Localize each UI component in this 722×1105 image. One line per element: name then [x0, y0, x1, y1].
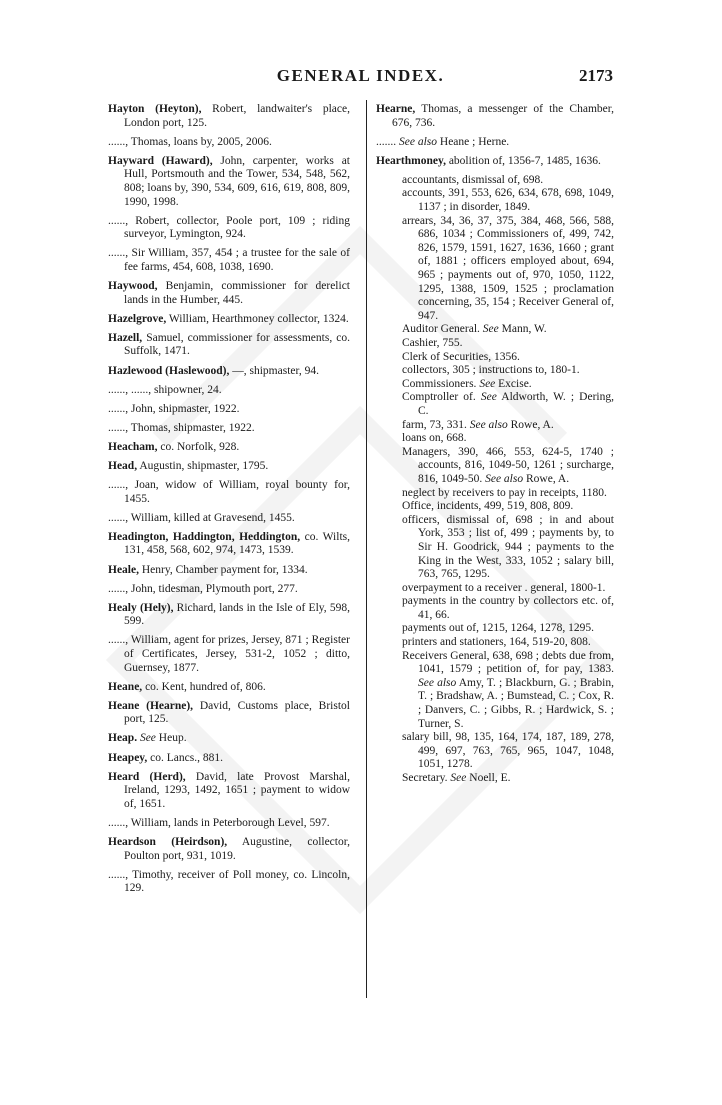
index-entry: [108, 479, 350, 506]
index-subentry: [376, 419, 614, 433]
index-subentry: [376, 432, 614, 446]
entry-text: salary bill, 98, 135, 164, 174, 187, 189, 278, 499, 697, 763, 765, 965, 1047, 1048, 1051, 1278.: [402, 731, 614, 771]
entry-text: ......, Timothy, receiver of Poll money, co. Lincoln, 129.: [108, 868, 350, 895]
index-subentry: [376, 174, 614, 188]
entry-heading: Hearne,: [376, 103, 416, 115]
entry-text: Aldworth, W. ; Dering, C.: [418, 391, 614, 417]
index-entry: [108, 817, 350, 831]
index-subentry: [376, 650, 614, 732]
index-subentry: [376, 187, 614, 214]
entry-text: ......, Thomas, loans by, 2005, 2006.: [108, 135, 272, 148]
entry-heading: Hazlewood (Haslewood),: [108, 364, 230, 377]
index-subentry: [376, 622, 614, 636]
see-reference: See also: [485, 472, 524, 485]
see-reference: See: [480, 391, 497, 404]
entry-text: Comptroller of.: [402, 391, 481, 404]
entry-text: ......, ......, shipowner, 24.: [108, 383, 222, 396]
entry-heading: Heardson (Heirdson),: [108, 836, 228, 849]
index-entry: [108, 531, 350, 558]
index-subentry: [376, 731, 614, 772]
index-entry: [108, 583, 350, 597]
see-reference: See: [482, 323, 499, 336]
entry-text: —, shipmaster, 94.: [229, 364, 320, 377]
entry-text: Auditor General.: [402, 323, 483, 336]
index-subentry: [376, 337, 614, 351]
index-entry: [108, 512, 350, 526]
index-entry: [108, 460, 350, 474]
see-reference: See also: [399, 135, 438, 148]
index-entry: [376, 103, 614, 130]
entry-text: co. Norfolk, 928.: [157, 440, 240, 453]
entry-text: ......, William, lands in Peterborough Level, 597.: [108, 816, 330, 829]
index-subentry: [376, 391, 614, 418]
entry-text: co. Lancs., 881.: [147, 751, 223, 764]
index-entry: [108, 403, 350, 417]
entry-text: William, Hearthmoney collector, 1324.: [166, 312, 349, 325]
index-entry: [108, 384, 350, 398]
entry-text: ......, John, tidesman, Plymouth port, 277.: [108, 582, 298, 595]
entry-text: ......, Robert, collector, Poole port, 109 ; riding surveyor, Lymington, 924.: [108, 214, 350, 241]
entry-text: collectors, 305 ; instructions to, 180-1.: [402, 364, 580, 377]
index-subentry: [376, 772, 614, 786]
entry-heading: Hazell,: [108, 331, 143, 344]
entry-text: loans on, 668.: [402, 432, 467, 445]
index-entry: [108, 564, 350, 578]
entry-text: co. Kent, hundred of, 806.: [142, 680, 266, 693]
page-title: GENERAL INDEX.: [276, 66, 445, 85]
entry-text: Mann, W.: [498, 323, 547, 336]
entry-text: Cashier, 755.: [402, 337, 463, 349]
entry-heading: Hazelgrove,: [108, 312, 167, 325]
entry-text: Receivers General, 638, 698 ; debts due from, 1041, 1579 ; petition of, for pay, 1383.: [402, 649, 614, 676]
page-header: [108, 66, 613, 90]
entry-text: Thomas, a messenger of the Chamber, 676, 736.: [392, 103, 614, 129]
see-reference: See: [139, 732, 156, 745]
index-entry: [108, 247, 350, 274]
entry-text: farm, 73, 331.: [402, 418, 470, 431]
entry-text: ......, William, killed at Gravesend, 1455.: [108, 511, 295, 524]
index-entry: [108, 365, 350, 379]
entry-text: accounts, 391, 553, 626, 634, 678, 698, 1049, 1137 ; in disorder, 1849.: [402, 187, 614, 214]
entry-text: Richard, lands in the Isle of Ely, 598, 599.: [124, 601, 350, 628]
entry-text: payments in the country by collectors etc. of, 41, 66.: [402, 595, 614, 621]
index-entry: [108, 732, 350, 746]
entry-text: printers and stationers, 164, 519-20, 808.: [402, 636, 591, 649]
entry-text: abolition of, 1356-7, 1485, 1636.: [445, 154, 601, 167]
index-entry: [108, 869, 350, 896]
right-column: [376, 103, 614, 786]
page-number: 2173: [579, 66, 613, 85]
see-reference: See also: [418, 676, 457, 689]
index-entry: [108, 422, 350, 436]
index-entry: [108, 771, 350, 812]
column-divider: [366, 100, 367, 998]
entry-text: Clerk of Securities, 1356.: [402, 350, 520, 363]
index-entry: [108, 155, 350, 209]
entry-text: ......, Sir William, 357, 454 ; a trustee for the sale of fee farms, 454, 608, 1038, 1690.: [108, 247, 350, 273]
see-reference: See: [450, 772, 467, 784]
entry-heading: Haywood,: [108, 280, 158, 293]
entry-heading: Heapey,: [108, 751, 148, 764]
entry-text: .......: [376, 135, 399, 148]
entry-heading: Headington, Haddington, Heddington,: [108, 530, 301, 543]
entry-text: Commissioners.: [402, 377, 480, 390]
entry-heading: Heane (Hearne),: [108, 699, 194, 712]
entry-text: Managers, 390, 466, 553, 624-5, 1740 ; accounts, 816, 1049-50, 1261 ; surcharge, 816, 1049-50.: [402, 445, 614, 485]
entry-text: Henry, Chamber payment for, 1334.: [138, 563, 308, 576]
entry-text: ......, Joan, widow of William, royal bounty for, 1455.: [108, 479, 350, 505]
entry-text: officers, dismissal of, 698 ; in and about York, 353 ; list of, 499 ; payments by, to Sir H. Goodrick, 944 ; payments to the King in the West, 333, 1052 ; salary bill, 763, 765, 1295.: [402, 513, 614, 581]
entry-text: neglect by receivers to pay in receipts, 1180.: [402, 486, 607, 499]
entry-heading: Heap.: [108, 732, 138, 745]
index-entry: [376, 136, 614, 150]
index-entry: [108, 136, 350, 150]
index-subentry: [376, 514, 614, 582]
entry-text: Augustin, shipmaster, 1795.: [137, 459, 269, 472]
index-entry: [108, 634, 350, 675]
index-subentry: [376, 215, 614, 324]
entry-heading: Heale,: [108, 563, 139, 576]
see-reference: See also: [469, 418, 508, 431]
entry-heading: Hayward (Haward),: [108, 154, 213, 167]
entry-heading: Heard (Herd),: [108, 770, 186, 783]
index-entry: [108, 332, 350, 359]
index-subentry: [376, 487, 614, 501]
entry-text: David, late Provost Marshal, Ireland, 1293, 1492, 1651 ; payment to widow of, 1651.: [124, 770, 350, 810]
entry-text: ......, John, shipmaster, 1922.: [108, 402, 240, 415]
index-subentry: [376, 446, 614, 487]
entry-text: Robert, landwaiter's place, London port, 125.: [124, 103, 350, 129]
index-entry: [108, 313, 350, 327]
entry-text: arrears, 34, 36, 37, 375, 384, 468, 566, 588, 686, 1034 ; Commissioners of, 499, 742, 826, 1579, 1591, 1627, 1636, 1660 ; grant of, 1881 ; officers employed about, 694, 965 ; payments out of, 970, 1050, 1122, 1295, 1388, 1509, 1525 ; proclamation concerning, 35, 154 ; Receiver General of, 947.: [402, 214, 614, 322]
left-column: [108, 103, 350, 901]
entry-text: ......, Thomas, shipmaster, 1922.: [108, 421, 255, 434]
entry-text: Secretary.: [402, 772, 451, 784]
index-entry: [108, 700, 350, 727]
entry-text: Heane ; Herne.: [437, 135, 510, 148]
entry-heading: Heacham,: [108, 440, 158, 453]
index-subentry: [376, 364, 614, 378]
index-entry: [108, 752, 350, 766]
entry-heading: Heane,: [108, 680, 143, 693]
entry-text: co. Wilts, 131, 458, 568, 602, 974, 1473, 1539.: [124, 530, 350, 557]
entry-text: Heup.: [155, 732, 187, 745]
index-subentry: [376, 323, 614, 337]
entry-text: Excise.: [495, 377, 532, 390]
entry-text: Amy, T. ; Blackburn, G. ; Brabin, T. ; Bradshaw, A. ; Bumstead, C. ; Cox, R. ; Danvers, C. ; Gibbs, R. ; Hardwick, S. ; Turner, S.: [418, 676, 614, 730]
index-subentry: [376, 636, 614, 650]
index-entry: [108, 103, 350, 130]
index-entry: [108, 280, 350, 307]
entry-text: John, carpenter, works at Hull, Portsmouth and the Tower, 534, 548, 562, 808; loans by, 390, 534, 609, 616, 619, 808, 809, 1990, 1998.: [124, 154, 350, 208]
index-entry: [108, 441, 350, 455]
index-subentry: [376, 351, 614, 365]
entry-text: overpayment to a receiver . general, 1800-1.: [402, 581, 606, 594]
index-subentry: [376, 500, 614, 514]
entry-heading: Hearthmoney,: [376, 154, 446, 167]
see-reference: See: [479, 377, 496, 390]
entry-text: Samuel, commissioner for assessments, co. Suffolk, 1471.: [124, 331, 350, 358]
entry-heading: Head,: [108, 459, 138, 472]
entry-text: Augustine, collector, Poulton port, 931, 1019.: [124, 836, 350, 862]
entry-heading: Hayton (Heyton),: [108, 103, 202, 115]
entry-text: Benjamin, commissioner for derelict lands in the Humber, 445.: [124, 280, 350, 306]
entry-text: Noell, E.: [466, 772, 511, 784]
index-entry: [108, 836, 350, 863]
index-subentry: [376, 595, 614, 622]
index-entry: [376, 155, 614, 169]
entry-text: ......, William, agent for prizes, Jersey, 871 ; Register of Certificates, Jersey, 531-2, 1052 ; ditto, Guernsey, 1877.: [108, 634, 350, 674]
entry-text: accountants, dismissal of, 698.: [402, 173, 544, 186]
index-entry: [108, 681, 350, 695]
entry-text: Rowe, A.: [523, 472, 570, 485]
entry-text: David, Customs place, Bristol port, 125.: [124, 699, 350, 726]
index-subentry: [376, 582, 614, 596]
index-subentry: [376, 378, 614, 392]
index-entry: [108, 602, 350, 629]
entry-text: Office, incidents, 499, 519, 808, 809.: [402, 500, 574, 513]
entry-text: Rowe, A.: [507, 418, 554, 431]
entry-heading: Healy (Hely),: [108, 601, 174, 614]
entry-text: payments out of, 1215, 1264, 1278, 1295.: [402, 622, 594, 635]
index-entry: [108, 215, 350, 242]
